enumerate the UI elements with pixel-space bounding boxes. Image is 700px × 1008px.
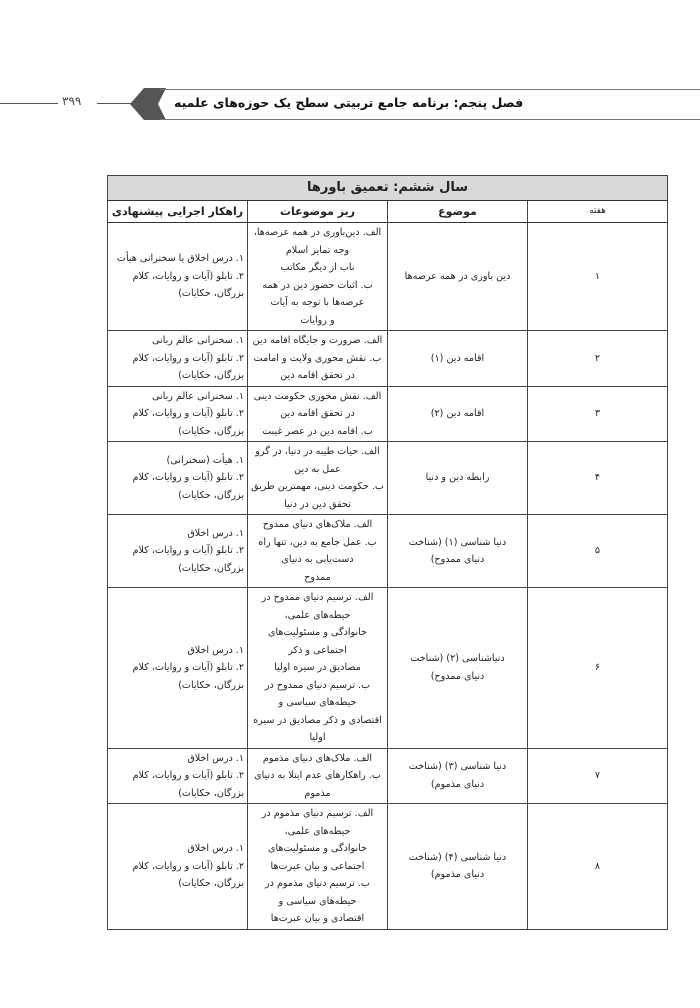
topic-cell <box>388 386 528 442</box>
cell-line: ۱. درس اخلاق <box>187 752 244 764</box>
solutions-cell <box>108 442 248 515</box>
cell-line: ممدوح <box>304 571 331 583</box>
column-header-solutions: راهکار اجرایی پیشنهادی <box>108 201 248 223</box>
header-ornament-icon <box>130 88 166 120</box>
cell-line: ب. حکومت دینی، مهمترین طریق تحقق دین در دنیا <box>251 481 384 510</box>
cell-line: ب. اثبات حضور دین در همه عرصه‌ها با توجه به آیات <box>262 279 373 308</box>
table-row <box>108 331 668 387</box>
cell-line: دین باوری در همه عرصه‌ها <box>404 270 511 282</box>
subtopics-cell <box>248 804 388 930</box>
week-cell: ۴ <box>528 442 668 515</box>
table-row <box>108 223 668 331</box>
table-row <box>108 515 668 588</box>
header-rule-top <box>160 89 700 90</box>
topic-cell <box>388 804 528 930</box>
table-row <box>108 386 668 442</box>
cell-line: ناب از دیگر مکاتب <box>280 262 355 273</box>
cell-line: الف. دین‌باوری در همه عرصه‌ها، وجه تمایز اسلام <box>253 227 382 256</box>
topic-cell <box>388 515 528 588</box>
cell-line: ۲. تابلو (آیات و روایات، کلام بزرگان، حکایات) <box>132 352 244 381</box>
cell-line: ۲. تابلو (آیات و روایات، کلام بزرگان، حکایات) <box>132 770 244 799</box>
table-row <box>108 804 668 930</box>
cell-line: دنیا شناسی (۱) (شناخت <box>408 536 507 548</box>
cell-line: الف. ملاک‌های دنیای ممدوح <box>262 519 373 530</box>
subtopics-cell <box>248 331 388 387</box>
cell-line: اقتصادی و ذکر مصادیق در سیره اولیا <box>253 714 382 743</box>
solutions-cell <box>108 331 248 387</box>
cell-line: رابطه دین و دنیا <box>425 472 490 484</box>
cell-line: مصادیق در سیره اولیا <box>274 662 361 673</box>
column-header-topic: موضوع <box>388 201 528 223</box>
cell-line: ۱. درس اخلاق <box>187 843 244 854</box>
cell-line: ۱. درس اخلاق یا سخنرانی هیأت <box>116 253 244 265</box>
cell-line: دنیای ممدوح) <box>430 554 485 565</box>
cell-line: ب. ترسیم دنیای مذموم در حیطه‌های سیاسی و <box>265 878 370 907</box>
header-rule-bottom <box>160 119 700 120</box>
cell-line: ب. راهکارهای عدم ابتلا به دنیای مذموم <box>254 770 381 799</box>
topic-cell <box>388 748 528 804</box>
table-row <box>108 748 668 804</box>
cell-line: ب. اقامه دین در عصر غیبت <box>262 425 373 437</box>
week-cell: ۱ <box>528 223 668 331</box>
table-row <box>108 588 668 749</box>
subtopics-cell <box>248 223 388 331</box>
cell-line: دنیای مذموم) <box>430 869 485 881</box>
cell-line: دنیاشناسی (۲) (شناخت <box>410 653 505 665</box>
cell-line: الف. ترسیم دنیای ممدوح در حیطه‌های علمی، <box>261 592 374 621</box>
subtopics-cell <box>248 386 388 442</box>
cell-line: دنیای ممدوح) <box>430 670 485 682</box>
table-row <box>108 442 668 515</box>
week-cell: ۶ <box>528 588 668 749</box>
cell-line: خانوادگی و مسئولیت‌های اجتماعی و ذکر <box>268 627 367 656</box>
week-cell: ۵ <box>528 515 668 588</box>
column-header-subtopics: ریز موضوعات <box>248 201 388 223</box>
cell-line: ۱. درس اخلاق <box>187 644 244 656</box>
cell-line: الف. نقش محوری حکومت دینی در تحقق اقامه دین <box>253 390 382 419</box>
subtopics-cell <box>248 588 388 749</box>
cell-line: الف. ملاک‌های دنیای مذموم <box>262 752 373 764</box>
cell-line: ۲. تابلو (آیات و روایات، کلام بزرگان، حکایات) <box>132 662 244 691</box>
cell-line: اقامه دین (۱) <box>430 352 485 364</box>
subtopics-cell <box>248 748 388 804</box>
week-cell: ۳ <box>528 386 668 442</box>
solutions-cell <box>108 804 248 930</box>
solutions-cell <box>108 748 248 804</box>
page-number: ۳۹۹ <box>62 94 82 108</box>
cell-line: خانوادگی و مسئولیت‌های اجتماعی و بیان عبرت‌ها <box>268 843 367 872</box>
cell-line: ۱. درس اخلاق <box>187 527 244 539</box>
cell-line: دنیا شناسی (۴) (شناخت <box>408 851 507 863</box>
cell-line: دنیا شناسی (۳) (شناخت <box>408 761 507 773</box>
solutions-cell <box>108 588 248 749</box>
topic-cell <box>388 588 528 749</box>
solutions-cell <box>108 515 248 588</box>
cell-line: ۲. تابلو (آیات و روایات، کلام بزرگان، حکایات) <box>132 860 244 889</box>
subtopics-cell <box>248 515 388 588</box>
cell-line: و روایات <box>300 314 335 326</box>
topic-cell <box>388 223 528 331</box>
cell-line: ۱. سخنرانی عالم ربانی <box>152 390 244 402</box>
solutions-cell <box>108 386 248 442</box>
week-cell: ۷ <box>528 748 668 804</box>
solutions-cell <box>108 223 248 331</box>
cell-line: ۱. هیأت (سخنرانی) <box>166 454 244 466</box>
cell-line: الف. ترسیم دنیای مذموم در حیطه‌های علمی، <box>261 808 374 837</box>
chapter-title: فصل پنجم: برنامه جامع تربیتی سطح یک حوزه‌های علمیه <box>174 95 524 110</box>
cell-line: ۲. تابلو (آیات و روایات، کلام بزرگان، حکایات) <box>132 270 244 300</box>
cell-line: ۲. تابلو (آیات و روایات، کلام بزرگان، حکایات) <box>132 408 244 437</box>
column-header-week: هفته <box>528 201 668 223</box>
cell-line: دنیای مذموم) <box>430 778 485 790</box>
header-rule-mid <box>97 103 133 104</box>
cell-line: الف. ضرورت و جایگاه اقامه دین <box>252 335 383 346</box>
table-title: سال ششم: تعمیق باورها <box>108 176 668 201</box>
cell-line: ب. عمل جامع به دین، تنها راه دست‌یابی به دنیای <box>258 536 377 565</box>
cell-line: اقتصادی و بیان عبرت‌ها <box>270 913 365 924</box>
cell-line: اقامه دین (۲) <box>430 408 485 419</box>
cell-line: ۱. سخنرانی عالم ربانی <box>152 335 244 346</box>
cell-line: الف. حیات طیبه در دنیا، در گرو عمل به دین <box>255 446 380 475</box>
cell-line: ب. نقش محوری ولایت و امامت در تحقق اقامه دین <box>253 352 382 381</box>
cell-line: ب. ترسیم دنیای ممدوح در حیطه‌های سیاسی و <box>264 679 371 708</box>
cell-line: ۲. تابلو (آیات و روایات، کلام بزرگان، حکایات) <box>132 472 244 501</box>
curriculum-table <box>107 175 668 930</box>
week-cell: ۲ <box>528 331 668 387</box>
subtopics-cell <box>248 442 388 515</box>
topic-cell <box>388 442 528 515</box>
topic-cell <box>388 331 528 387</box>
header-rule-left <box>0 103 58 104</box>
cell-line: ۲. تابلو (آیات و روایات، کلام بزرگان، حکایات) <box>132 545 244 574</box>
week-cell: ۸ <box>528 804 668 930</box>
